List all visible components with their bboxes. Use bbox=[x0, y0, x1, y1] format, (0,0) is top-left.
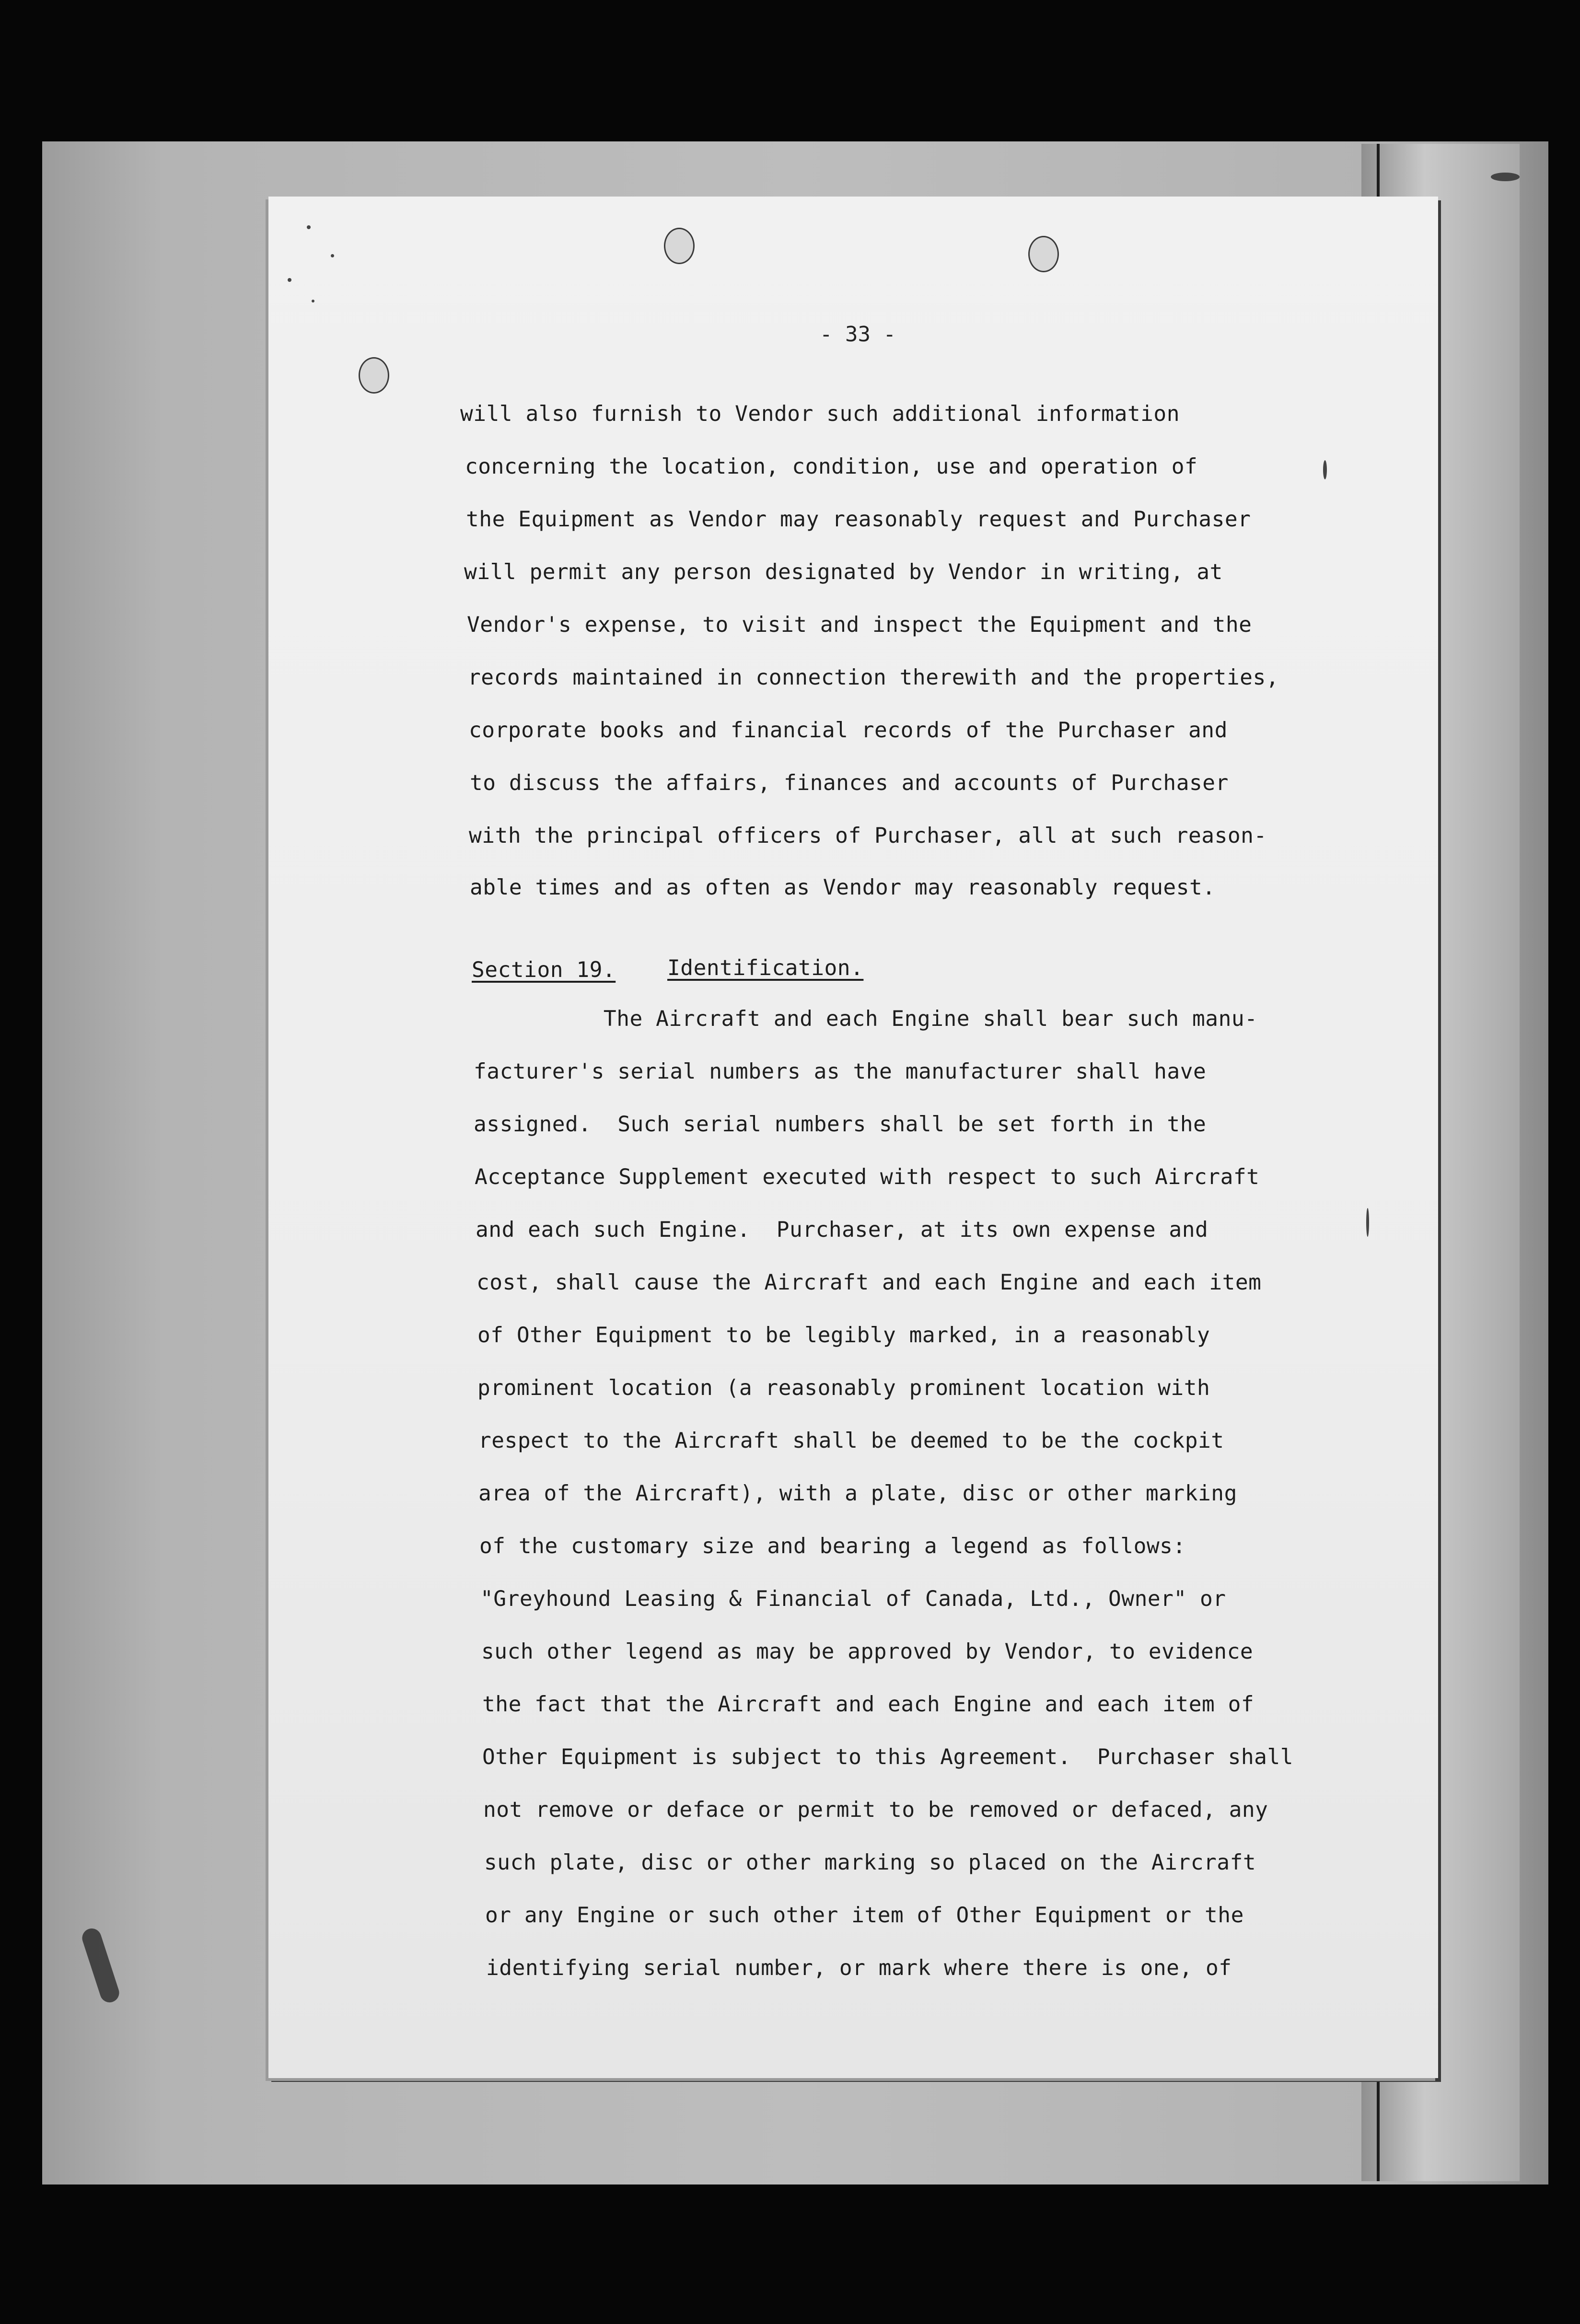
speck bbox=[288, 278, 291, 282]
text-line: assigned. Such serial numbers shall be set forth in the bbox=[474, 1112, 1207, 1137]
text-line: corporate books and financial records of the Purchaser and bbox=[469, 718, 1228, 743]
text-line: will also furnish to Vendor such additional information bbox=[460, 402, 1180, 426]
text-line: The Aircraft and each Engine shall bear such manu- bbox=[473, 1007, 1258, 1031]
text-line: prominent location (a reasonably prominent location with bbox=[477, 1376, 1210, 1400]
text-line: such plate, disc or other marking so placed on the Aircraft bbox=[484, 1850, 1256, 1875]
text-line: "Greyhound Leasing & Financial of Canada, Ltd., Owner" or bbox=[480, 1587, 1226, 1611]
speck bbox=[1491, 173, 1520, 181]
text-line: records maintained in connection therewith and the properties, bbox=[468, 665, 1279, 690]
text-line: to discuss the affairs, finances and accounts of Purchaser bbox=[470, 771, 1229, 795]
punch-hole-icon bbox=[359, 357, 389, 394]
text-line: with the principal officers of Purchaser, all at such reason- bbox=[469, 824, 1267, 848]
speck bbox=[1366, 1208, 1369, 1237]
text-line: such other legend as may be approved by Vendor, to evidence bbox=[481, 1639, 1254, 1664]
speck bbox=[331, 254, 334, 257]
text-line: concerning the location, condition, use and operation of bbox=[465, 454, 1198, 479]
section-number: Section 19. bbox=[472, 958, 616, 982]
page-number: - 33 - bbox=[820, 322, 896, 347]
text-line: will permit any person designated by Vendor in writing, at bbox=[464, 560, 1223, 584]
text-line: Vendor's expense, to visit and inspect the Equipment and the bbox=[467, 613, 1252, 637]
text-line: of Other Equipment to be legibly marked, in a reasonably bbox=[477, 1323, 1210, 1348]
text-line: identifying serial number, or mark where there is one, of bbox=[486, 1956, 1232, 1980]
punch-hole-icon bbox=[1028, 236, 1059, 272]
text-line: able times and as often as Vendor may reasonably request. bbox=[470, 875, 1216, 900]
text-line: Acceptance Supplement executed with respect to such Aircraft bbox=[475, 1165, 1260, 1189]
speck bbox=[1323, 460, 1327, 479]
text-line: or any Engine or such other item of Other Equipment or the bbox=[485, 1903, 1244, 1928]
text-line: facturer's serial numbers as the manufacturer shall have bbox=[474, 1059, 1207, 1084]
text-line: area of the Aircraft), with a plate, disc or other marking bbox=[478, 1481, 1237, 1506]
text-line: cost, shall cause the Aircraft and each Engine and each item bbox=[476, 1270, 1262, 1295]
speck bbox=[312, 300, 314, 302]
text-line: of the customary size and bearing a legend as follows: bbox=[479, 1534, 1186, 1558]
text-line: not remove or deface or permit to be removed or defaced, any bbox=[483, 1798, 1268, 1822]
punch-hole-icon bbox=[664, 228, 695, 264]
section-title: Identification. bbox=[667, 956, 864, 980]
speck bbox=[307, 225, 311, 229]
text-line: the fact that the Aircraft and each Engine and each item of bbox=[482, 1692, 1255, 1717]
text-line: respect to the Aircraft shall be deemed to be the cockpit bbox=[478, 1429, 1224, 1453]
text-line: Other Equipment is subject to this Agreement. Purchaser shall bbox=[482, 1745, 1294, 1769]
text-line: the Equipment as Vendor may reasonably request and Purchaser bbox=[466, 507, 1251, 532]
text-line: and each such Engine. Purchaser, at its own expense and bbox=[476, 1218, 1208, 1242]
